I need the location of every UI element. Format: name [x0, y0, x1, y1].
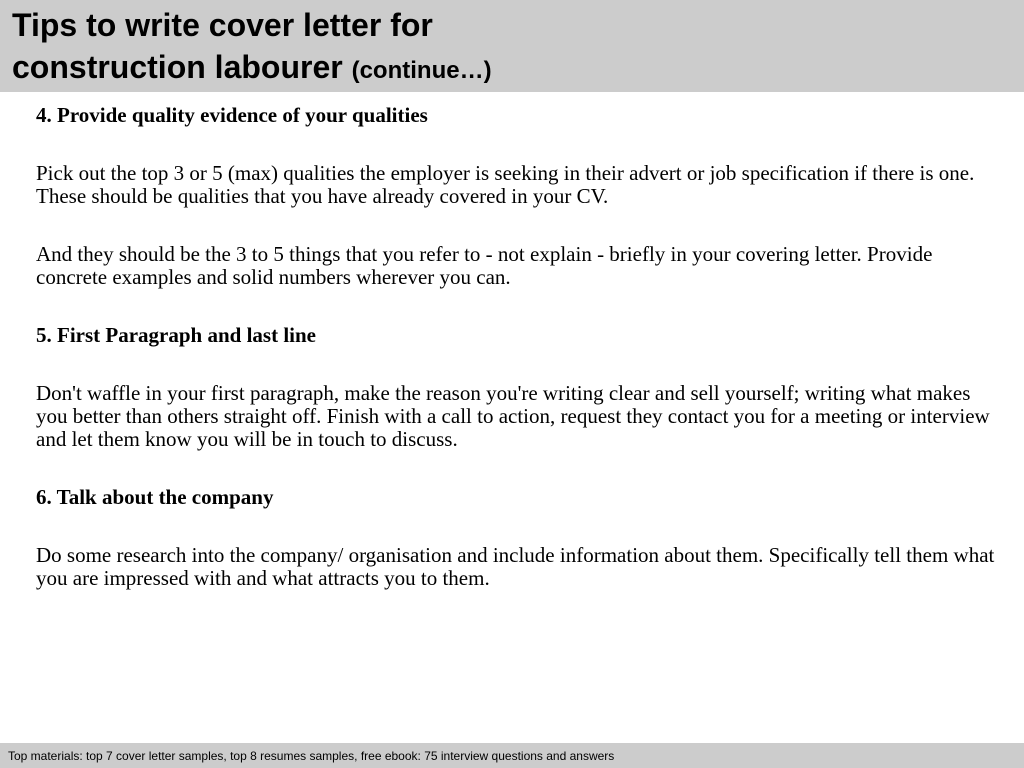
content-area	[36, 104, 1006, 625]
section-5-paragraph-1: Don't waffle in your first paragraph, make the reason you're writing clear and sell yourself; writing what makes you better than others straight off. Finish with a call to action, request they contact you for a meeting or interview and let them know you will be in touch to discuss.	[36, 381, 990, 451]
title-line-1: Tips to write cover letter for	[12, 7, 433, 43]
footer-text: Top materials: top 7 cover letter samples, top 8 resumes samples, free ebook: 75 interview questions and answers	[8, 749, 615, 763]
section-6-paragraph-1: Do some research into the company/ organisation and include information about them. Specifically tell them what you are impressed with and what attracts you to them.	[36, 543, 995, 590]
title-line-2	[12, 46, 1002, 92]
section-heading-4: 4. Provide quality evidence of your qualities	[36, 103, 428, 127]
section-4-paragraph-1: Pick out the top 3 or 5 (max) qualities the employer is seeking in their advert or job specification if there is one. These should be qualities that you have already covered in your CV.	[36, 161, 975, 208]
footer-bar	[0, 743, 1024, 768]
section-heading-5: 5. First Paragraph and last line	[36, 323, 317, 347]
title-bar	[0, 0, 1024, 92]
title-main-text: construction labourer	[12, 49, 343, 85]
title-suffix: (continue…)	[351, 57, 492, 84]
page-title	[12, 4, 1002, 92]
section-4-paragraph-2: And they should be the 3 to 5 things that you refer to - not explain - briefly in your covering letter. Provide concrete examples and solid numbers wherever you can.	[36, 242, 933, 289]
section-heading-6: 6. Talk about the company	[36, 485, 274, 509]
